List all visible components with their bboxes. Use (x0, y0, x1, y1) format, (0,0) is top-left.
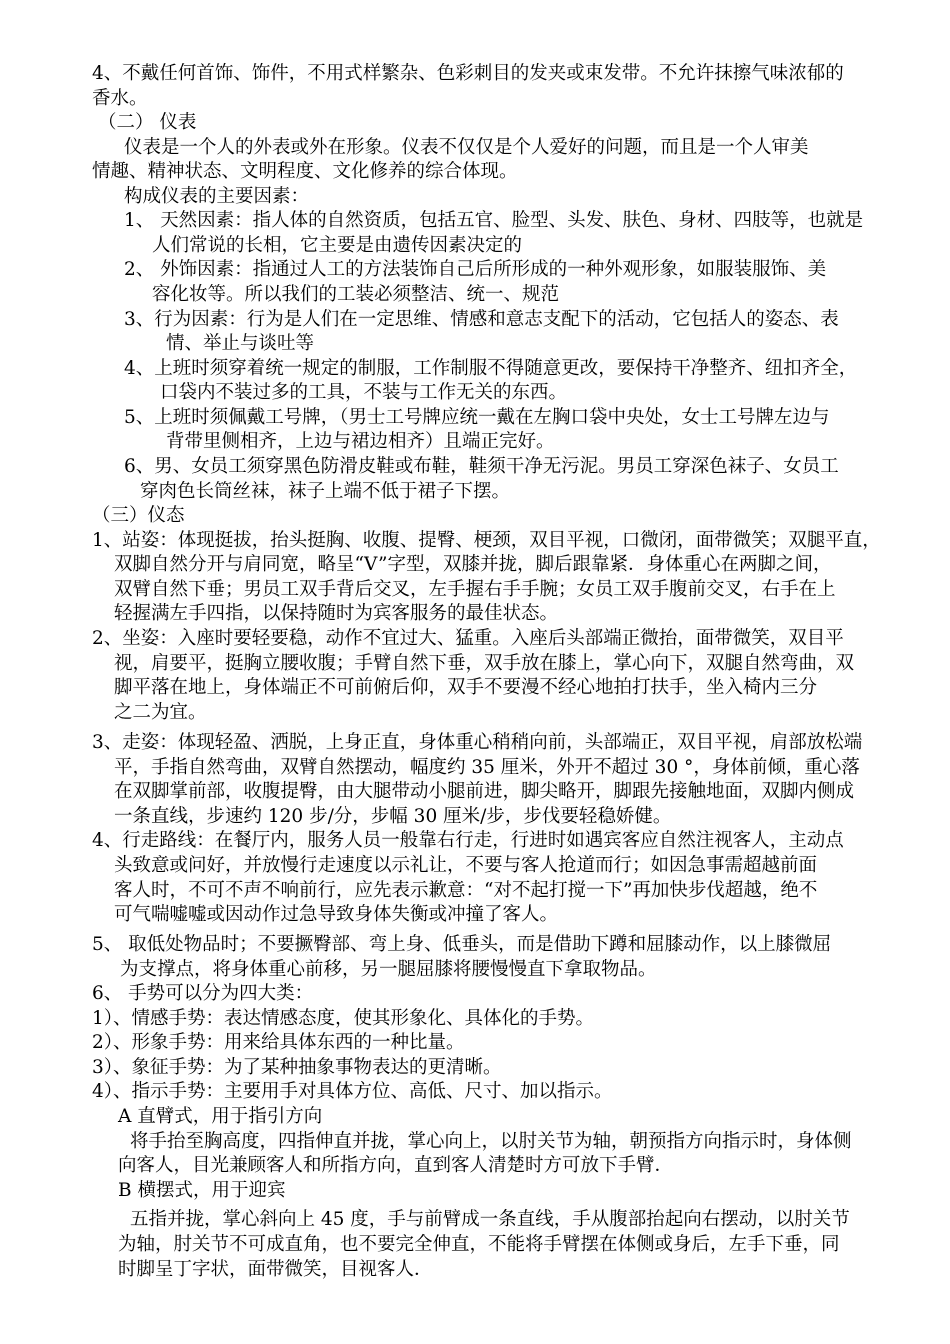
text-line: 口袋内不装过多的工具，不装与工作无关的东西。 (160, 382, 568, 403)
list-item: 3）、象征手势：为了某种抽象事物表达的更清晰。 (92, 1057, 502, 1078)
text-line: 一条直线，步速约 120 步/分，步幅 30 厘米/步，步伐要轻稳娇健。 (114, 806, 672, 827)
section-heading: （三）仪态 (92, 505, 185, 526)
text-line: 时脚呈丁字状，面带微笑，目视客人． (118, 1259, 433, 1280)
list-item: 6、 手势可以分为四大类： (92, 983, 314, 1004)
list-item: 5、 取低处物品时；不要撅臀部、弯上身、低垂头，而是借助下蹲和屈膝动作，以上膝微屈 (92, 934, 832, 955)
text-line: 4、不戴任何首饰、饰件，不用式样繁杂、色彩刺目的发夹或束发带。不允许抹擦气味浓郁的 (92, 63, 844, 84)
text-line: 为轴，肘关节不可成直角，也不要完全伸直，不能将手臂摆在体侧或身后，左手下垂，同 (118, 1234, 840, 1255)
text-line: 仪表是一个人的外表或外在形象。仪表不仅仅是个人爱好的问题，而且是一个人审美 (124, 137, 809, 158)
list-item: 3、走姿：体现轻盈、洒脱，上身正直，身体重心稍稍向前，头部端正，双目平视，肩部放松端 (92, 732, 863, 753)
text-line: 将手抬至胸高度，四指伸直并拢，掌心向上，以肘关节为轴，朝预指方向指示时，身体侧 (130, 1131, 852, 1152)
list-item: 1）、情感手势：表达情感态度，使其形象化、具体化的手势。 (92, 1008, 595, 1029)
text-line: 可气喘嘘嘘或因动作过急导致身体失衡或冲撞了客人。 (114, 904, 559, 925)
text-line: 穿肉色长筒丝袜，袜子上端不低于裙子下摆。 (140, 481, 511, 502)
list-item: 4、行走路线：在餐厅内，服务人员一般靠右行走，行进时如遇宾客应自然注视客人，主动点 (92, 830, 844, 851)
text-line: 香水。 (92, 88, 148, 109)
list-item: 2、坐姿：入座时要轻要稳，动作不宜过大、猛重。入座后头部端正微抬，面带微笑，双目平 (92, 628, 844, 649)
list-item: 3、行为因素：行为是人们在一定思维、情感和意志支配下的活动，它包括人的姿态、表 (124, 309, 839, 330)
text-line: 视，肩要平，挺胸立腰收腹；手臂自然下垂，双手放在膝上，掌心向下，双腿自然弯曲，双 (114, 653, 855, 674)
list-item: 4）、指示手势：主要用手对具体方位、高低、尺寸、加以指示。 (92, 1081, 613, 1102)
text-line: 容化妆等。所以我们的工装必须整洁、统一、规范 (152, 284, 560, 305)
text-line: 构成仪表的主要因素： (124, 186, 310, 207)
text-line: 情、举止与谈吐等 (166, 333, 315, 354)
text-line: 在双脚掌前部，收腹提臀，由大腿带动小腿前进，脚尖略开，脚跟先接触地面，双脚内侧成 (114, 781, 855, 802)
text-line: 脚平落在地上，身体端正不可前俯后仰，双手不要漫不经心地拍打扶手，坐入椅内三分 (114, 677, 818, 698)
text-line: 头致意或问好，并放慢行走速度以示礼让，不要与客人抢道而行；如因急事需超越前面 (114, 855, 818, 876)
text-line: 五指并拢，掌心斜向上 45 度，手与前臂成一条直线，手从腹部抬起向右摆动，以肘关节 (130, 1209, 850, 1230)
list-item: 5、上班时须佩戴工号牌，（男士工号牌应统一戴在左胸口袋中央处，女士工号牌左边与 (124, 407, 830, 428)
text-line: 轻握满左手四指，以保持随时为宾客服务的最佳状态。 (114, 603, 559, 624)
text-line: 为支撑点，将身体重心前移，另一腿屈膝将腰慢慢直下拿取物品。 (120, 959, 657, 980)
text-line: 背带里侧相齐，上边与裙边相齐）且端正完好。 (166, 431, 555, 452)
list-item: 1、 天然因素：指人体的自然资质，包括五官、脸型、头发、肤色、身材、四肢等，也就是 (124, 210, 864, 231)
list-item: 2）、形象手势：用来给具体东西的一种比量。 (92, 1032, 465, 1053)
text-line: 客人时，不可不声不响前行，应先表示歉意：“对不起打搅一下”再加快步伐超越，绝不 (114, 880, 818, 901)
list-item: 2、 外饰因素：指通过人工的方法装饰自己后所形成的一种外观形象，如服装服饰、美 (124, 259, 827, 280)
sub-heading: A 直臂式，用于指引方向 (118, 1106, 323, 1127)
list-item: 6、男、女员工须穿黑色防滑皮鞋或布鞋，鞋须干净无污泥。男员工穿深色袜子、女员工 (124, 456, 839, 477)
text-line: 双臂自然下垂；男员工双手背后交叉，左手握右手手腕；女员工双手腹前交叉，右手在上 (114, 579, 836, 600)
section-heading: （二） 仪表 (98, 112, 197, 133)
list-item: 4、上班时须穿着统一规定的制服，工作制服不得随意更改，要保持干净整齐、纽扣齐全， (124, 358, 858, 379)
list-item: 1、站姿：体现挺拔，抬头挺胸、收腹、提臀、梗颈，双目平视，口微闭，面带微笑；双腿平直， (92, 530, 881, 551)
text-line: 双脚自然分开与肩同宽，略呈“V”字型，双膝并拢，脚后跟靠紧．身体重心在两脚之间， (114, 554, 832, 575)
text-line: 向客人，目光兼顾客人和所指方向，直到客人清楚时方可放下手臂． (118, 1155, 674, 1176)
text-line: 平，手指自然弯曲，双臂自然摆动，幅度约 35 厘米，外开不超过 30 °，身体前倾，重心落 (114, 757, 860, 778)
sub-heading: B 横摆式，用于迎宾 (118, 1180, 286, 1201)
text-line: 人们常说的长相，它主要是由遗传因素决定的 (152, 235, 523, 256)
text-line: 之二为宜。 (114, 702, 207, 723)
text-line: 情趣、精神状态、文明程度、文化修养的综合体现。 (92, 161, 518, 182)
